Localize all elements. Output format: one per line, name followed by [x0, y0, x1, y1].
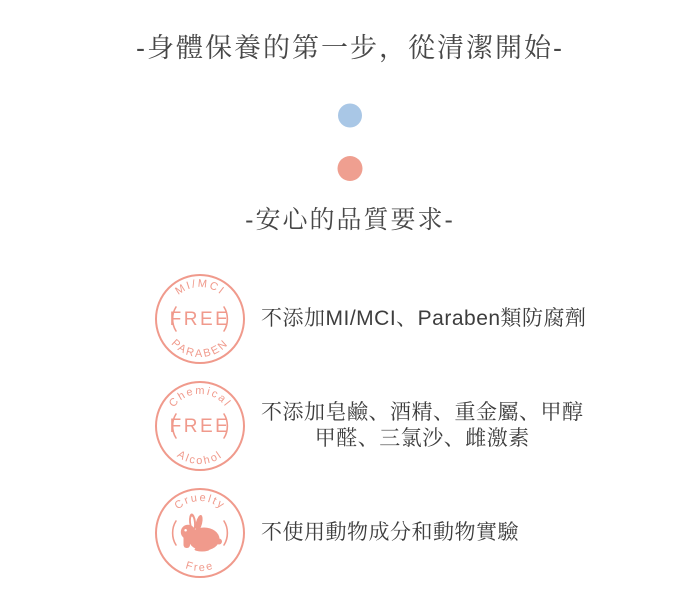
- stamp-center-text: FREE: [169, 416, 231, 437]
- stamp-arc-top-text: Cruelty: [172, 491, 228, 513]
- claim-text: [261, 520, 519, 546]
- mi-mci-paraben-free-stamp: [153, 272, 247, 366]
- section-title: -安心的品質要求-: [245, 206, 455, 234]
- claim-text: [261, 306, 587, 332]
- pink-dot-icon: [338, 156, 363, 181]
- stamp-arc-top-text: Chemical: [166, 384, 234, 410]
- claim-text: [261, 400, 584, 452]
- blue-dot-icon: [338, 104, 362, 128]
- svg-text:MI/MCI: [173, 278, 227, 298]
- claim-row-preservative: [153, 272, 700, 366]
- svg-text:Free: [184, 560, 216, 575]
- right-paren-icon: [224, 521, 227, 545]
- claim-line: 不添加皂鹼、酒精、重金屬、甲醇: [261, 401, 584, 424]
- quality-claims-list: [0, 272, 700, 580]
- rabbit-icon: [181, 513, 222, 551]
- stamp-arc-top-text: MI/MCI: [173, 277, 228, 298]
- claim-line: 甲醛、三氯沙、雌激素: [314, 427, 530, 450]
- claim-line: 不使用動物成分和動物實驗: [261, 521, 519, 544]
- svg-text:Cruelty: [172, 492, 227, 512]
- svg-text:Alcohol: [175, 449, 225, 468]
- divider-dots: [0, 103, 700, 182]
- left-paren-icon: [173, 521, 176, 545]
- page-title: -身體保養的第一步，從清潔開始-: [136, 33, 564, 63]
- stamp-arc-bottom-text: Free: [184, 559, 216, 575]
- stamp-arc-bottom-text: Alcohol: [175, 448, 226, 468]
- claim-row-cruelty-free: [153, 486, 700, 580]
- cruelty-free-stamp: [153, 486, 247, 580]
- stamp-center-text: FREE: [169, 309, 231, 330]
- claim-row-chemical: [153, 379, 700, 473]
- claim-line: 不添加MI/MCI、Paraben類防腐劑: [261, 307, 587, 330]
- chemical-alcohol-free-stamp: [153, 379, 247, 473]
- stamp-arc-bottom-text: PARABEN: [168, 337, 232, 361]
